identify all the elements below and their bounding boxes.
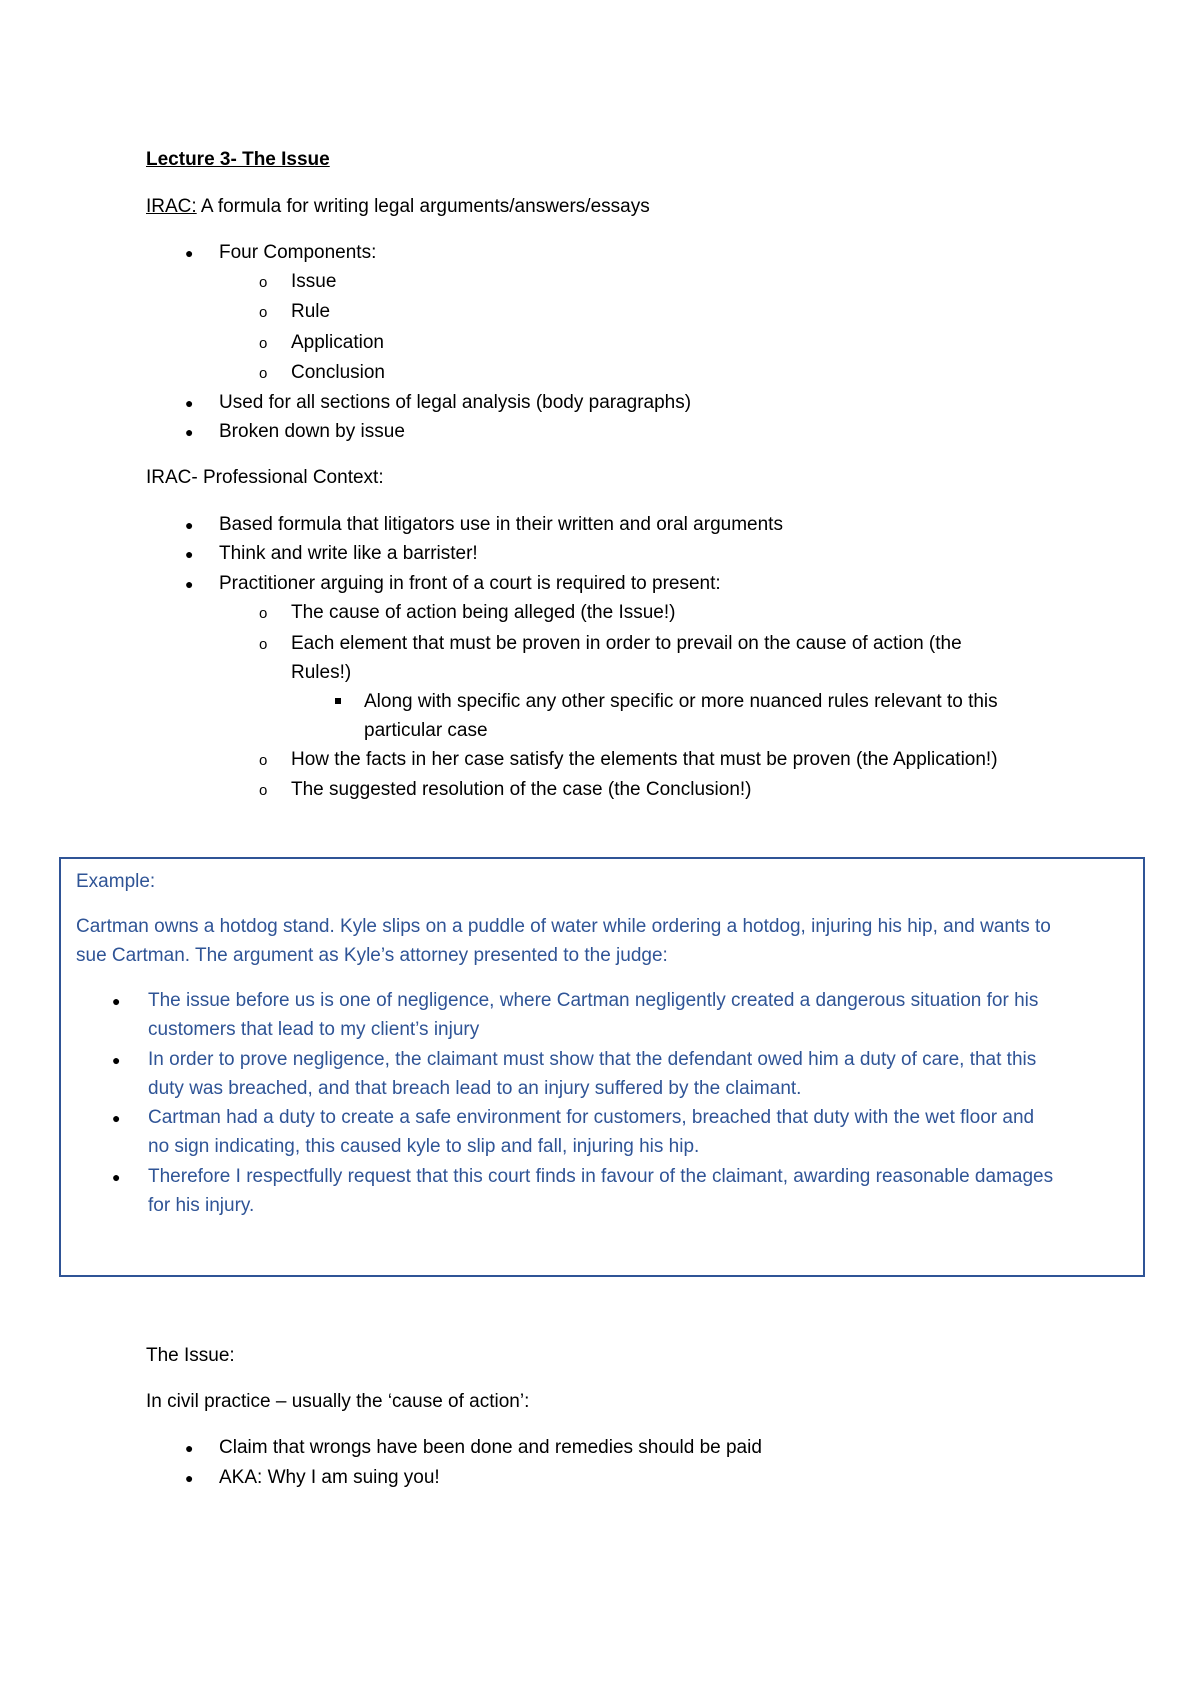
professional-subsub-line1: Along with specific any other specific or more nuanced rules relevant to this (364, 691, 998, 712)
example-paragraph-line1: Cartman owns a hotdog stand. Kyle slips on a puddle of water while ordering a hotdog, injuring his hip, and wants to (76, 916, 1051, 937)
professional-bullet-2: Think and write like a barrister! (219, 543, 478, 564)
example-bullet-1-line1: The issue before us is one of negligence, where Cartman negligently created a dangerous situation for his (148, 990, 1039, 1011)
used-for-text: Used for all sections of legal analysis (body paragraphs) (219, 392, 692, 413)
circle-bullet-icon: o (259, 274, 268, 291)
component-application: Application (291, 332, 384, 353)
professional-heading: IRAC- Professional Context: (146, 467, 384, 488)
issue-bullet-1: Claim that wrongs have been done and remedies should be paid (219, 1437, 762, 1458)
example-bullet-1-line2: customers that lead to my client’s injury (148, 1019, 480, 1040)
professional-bullet-1: Based formula that litigators use in their written and oral arguments (219, 514, 783, 535)
professional-sub-4: The suggested resolution of the case (the Conclusion!) (291, 779, 752, 800)
professional-sub-1: The cause of action being alleged (the Issue!) (291, 602, 676, 623)
circle-bullet-icon: o (259, 304, 268, 321)
issue-intro: In civil practice – usually the ‘cause of action’: (146, 1391, 530, 1412)
example-bullet-2-line2: duty was breached, and that breach lead to an injury suffered by the claimant. (148, 1078, 802, 1099)
bullet-icon: ● (185, 517, 194, 533)
circle-bullet-icon: o (259, 605, 268, 622)
irac-label: IRAC: (146, 196, 197, 217)
irac-definition (146, 197, 650, 216)
issue-bullet-2: AKA: Why I am suing you! (219, 1467, 440, 1488)
professional-sub-3: How the facts in her case satisfy the elements that must be proven (the Application!) (291, 749, 998, 770)
bullet-icon: ● (185, 546, 194, 562)
professional-subsub-line2: particular case (364, 720, 488, 741)
circle-bullet-icon: o (259, 335, 268, 352)
bullet-icon: ● (112, 1110, 121, 1126)
example-bullet-4-line1: Therefore I respectfully request that this court finds in favour of the claimant, awarding reasonable damages (148, 1166, 1054, 1187)
bullet-icon: ● (185, 245, 194, 261)
irac-text: A formula for writing legal arguments/answers/essays (196, 196, 650, 217)
example-heading: Example: (76, 871, 156, 892)
bullet-icon: ● (185, 424, 194, 440)
page-title: Lecture 3- The Issue (146, 149, 330, 170)
professional-bullet-3: Practitioner arguing in front of a court is required to present: (219, 573, 721, 594)
bullet-icon: ● (112, 1169, 121, 1185)
example-bullet-2-line1: In order to prove negligence, the claimant must show that the defendant owed him a duty of care, that this (148, 1049, 1037, 1070)
issue-heading: The Issue: (146, 1345, 235, 1366)
example-paragraph-line2: sue Cartman. The argument as Kyle’s attorney presented to the judge: (76, 945, 668, 966)
circle-bullet-icon: o (259, 636, 268, 653)
bullet-icon: ● (112, 1052, 121, 1068)
circle-bullet-icon: o (259, 365, 268, 382)
example-bullet-3-line2: no sign indicating, this caused kyle to slip and fall, injuring his hip. (148, 1136, 700, 1157)
example-bullet-3-line1: Cartman had a duty to create a safe environment for customers, breached that duty with the wet floor and (148, 1107, 1035, 1128)
example-bullet-4-line2: for his injury. (148, 1195, 255, 1216)
circle-bullet-icon: o (259, 752, 268, 769)
bullet-icon: ● (185, 395, 194, 411)
square-bullet-icon (335, 698, 341, 704)
broken-down-text: Broken down by issue (219, 421, 405, 442)
bullet-icon: ● (112, 993, 121, 1009)
professional-sub-2-line1: Each element that must be proven in order to prevail on the cause of action (the (291, 633, 962, 654)
bullet-icon: ● (185, 1470, 194, 1486)
circle-bullet-icon: o (259, 782, 268, 799)
bullet-icon: ● (185, 576, 194, 592)
component-rule: Rule (291, 301, 331, 322)
bullet-icon: ● (185, 1440, 194, 1456)
component-issue: Issue (291, 271, 337, 292)
components-label: Four Components: (219, 242, 377, 263)
component-conclusion: Conclusion (291, 362, 385, 383)
professional-sub-2-line2: Rules!) (291, 662, 352, 683)
